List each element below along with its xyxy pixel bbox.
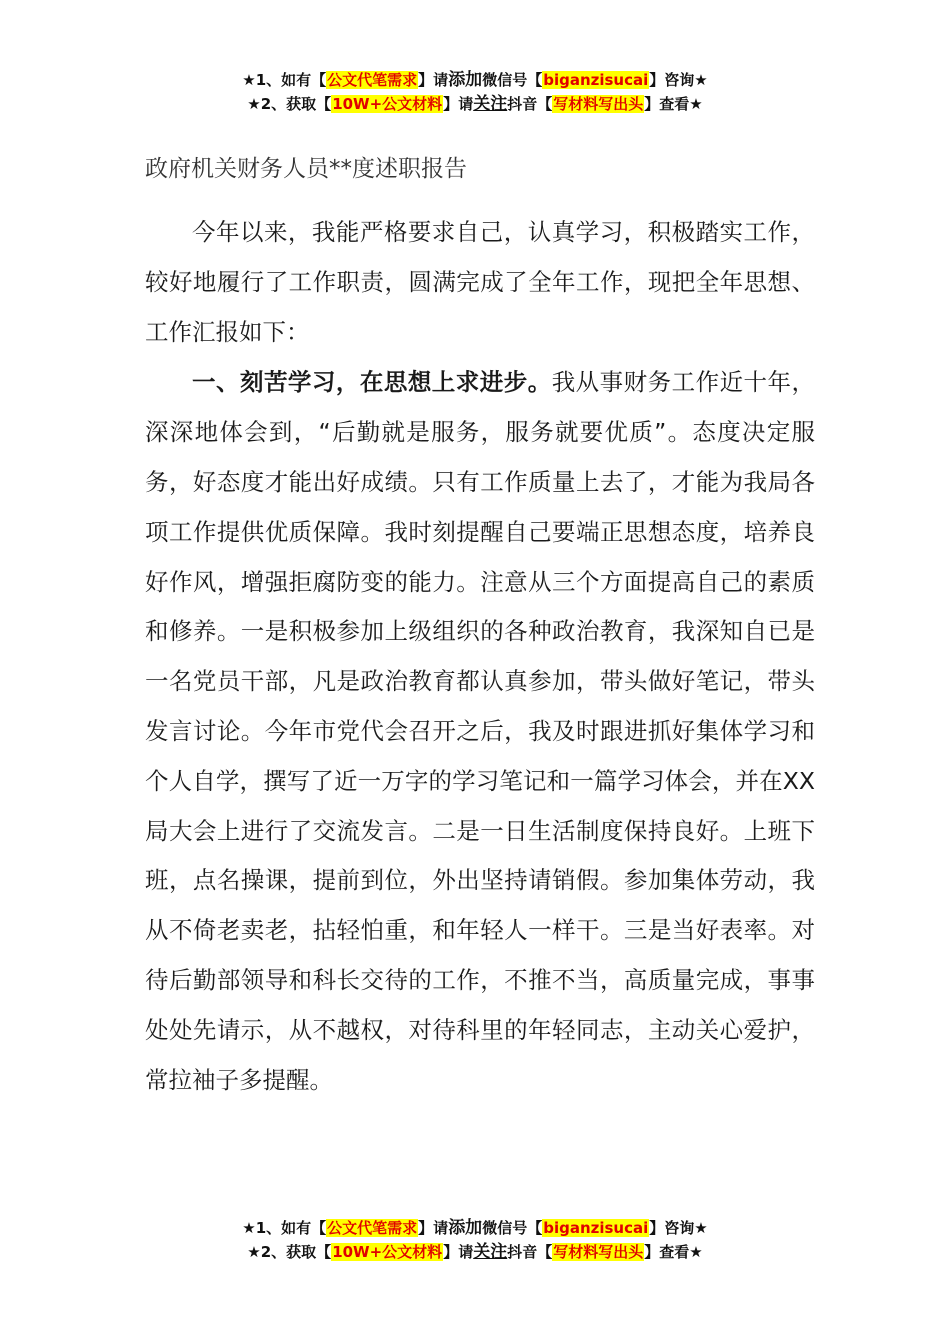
banner-highlight: 公文代笔需求 bbox=[327, 71, 418, 89]
banner-text: ★2、获取【 bbox=[247, 95, 332, 113]
section-heading: 一、刻苦学习，在思想上求进步。 bbox=[192, 368, 552, 397]
banner-text: 】请 bbox=[443, 1243, 474, 1261]
banner-emphasis: 添加 bbox=[448, 1218, 483, 1238]
document-body bbox=[145, 208, 815, 1105]
banner-emphasis: 关注 bbox=[473, 94, 508, 114]
banner-highlight-douyin: 写材料写出头 bbox=[553, 95, 644, 113]
section-body: 我从事财务工作近十年，深深地体会到，“后勤就是服务，服务就要优质”。态度决定服务，好态度才能出好成绩。只有工作质量上去了，才能为我局各项工作提供优质保障。我时刻提醒自己要端正思想态度，培养良好作风，增强拒腐防变的能力。注意从三个方面提高自己的素质和修养。一是积极参加上级组织的各种政治教育，我深知自已是一名党员干部，凡是政治教育都认真参加，带头做好笔记，带头发言讨论。今年市党代会召开之后，我及时跟进抓好集体学习和个人自学，撰写了近一万字的学习笔记和一篇学习体会，并在XX局大会上进行了交流发言。二是一日生活制度保持良好。上班下班，点名操课，提前到位，外出坚持请销假。参加集体劳动，我从不倚老卖老，拈轻怕重，和年轻人一样干。三是当好表率。对待后勤部领导和科长交待的工作，不推不当，高质量完成，事事处处先请示，从不越权，对待科里的年轻同志，主动关心爱护，常拉袖子多提醒。 bbox=[145, 368, 816, 1094]
banner-text: 】咨询★ bbox=[649, 1219, 708, 1237]
banner-line-1 bbox=[0, 1216, 950, 1240]
banner-highlight: 10W+公文材料 bbox=[332, 95, 443, 113]
footer-banner bbox=[0, 1216, 950, 1264]
header-banner bbox=[0, 68, 950, 116]
banner-text: 】查看★ bbox=[644, 95, 703, 113]
paragraph-section-1 bbox=[145, 358, 815, 1105]
banner-text: 】咨询★ bbox=[649, 71, 708, 89]
banner-text: 】查看★ bbox=[644, 1243, 703, 1261]
banner-highlight: 公文代笔需求 bbox=[327, 1219, 418, 1237]
banner-line-2 bbox=[0, 1240, 950, 1264]
paragraph-intro: 今年以来，我能严格要求自己，认真学习，积极踏实工作，较好地履行了工作职责，圆满完成了全年工作，现把全年思想、工作汇报如下： bbox=[145, 218, 815, 346]
banner-highlight-wechat: biganzisucai bbox=[543, 1219, 649, 1237]
banner-text: ★1、如有【 bbox=[242, 1219, 327, 1237]
banner-text: ★1、如有【 bbox=[242, 71, 327, 89]
banner-highlight-wechat: biganzisucai bbox=[543, 71, 649, 89]
banner-emphasis: 关注 bbox=[473, 1242, 508, 1262]
banner-text: 】请 bbox=[418, 71, 449, 89]
banner-text: ★2、获取【 bbox=[247, 1243, 332, 1261]
banner-emphasis: 添加 bbox=[448, 70, 483, 90]
banner-highlight-douyin: 写材料写出头 bbox=[553, 1243, 644, 1261]
banner-line-2 bbox=[0, 92, 950, 116]
document-title: 政府机关财务人员**度述职报告 bbox=[145, 156, 467, 182]
banner-text: 微信号【 bbox=[482, 71, 543, 89]
banner-line-1 bbox=[0, 68, 950, 92]
banner-highlight: 10W+公文材料 bbox=[332, 1243, 443, 1261]
banner-text: 微信号【 bbox=[482, 1219, 543, 1237]
banner-text: 】请 bbox=[443, 95, 474, 113]
banner-text: 抖音【 bbox=[507, 95, 553, 113]
banner-text: 抖音【 bbox=[507, 1243, 553, 1261]
banner-text: 】请 bbox=[418, 1219, 449, 1237]
